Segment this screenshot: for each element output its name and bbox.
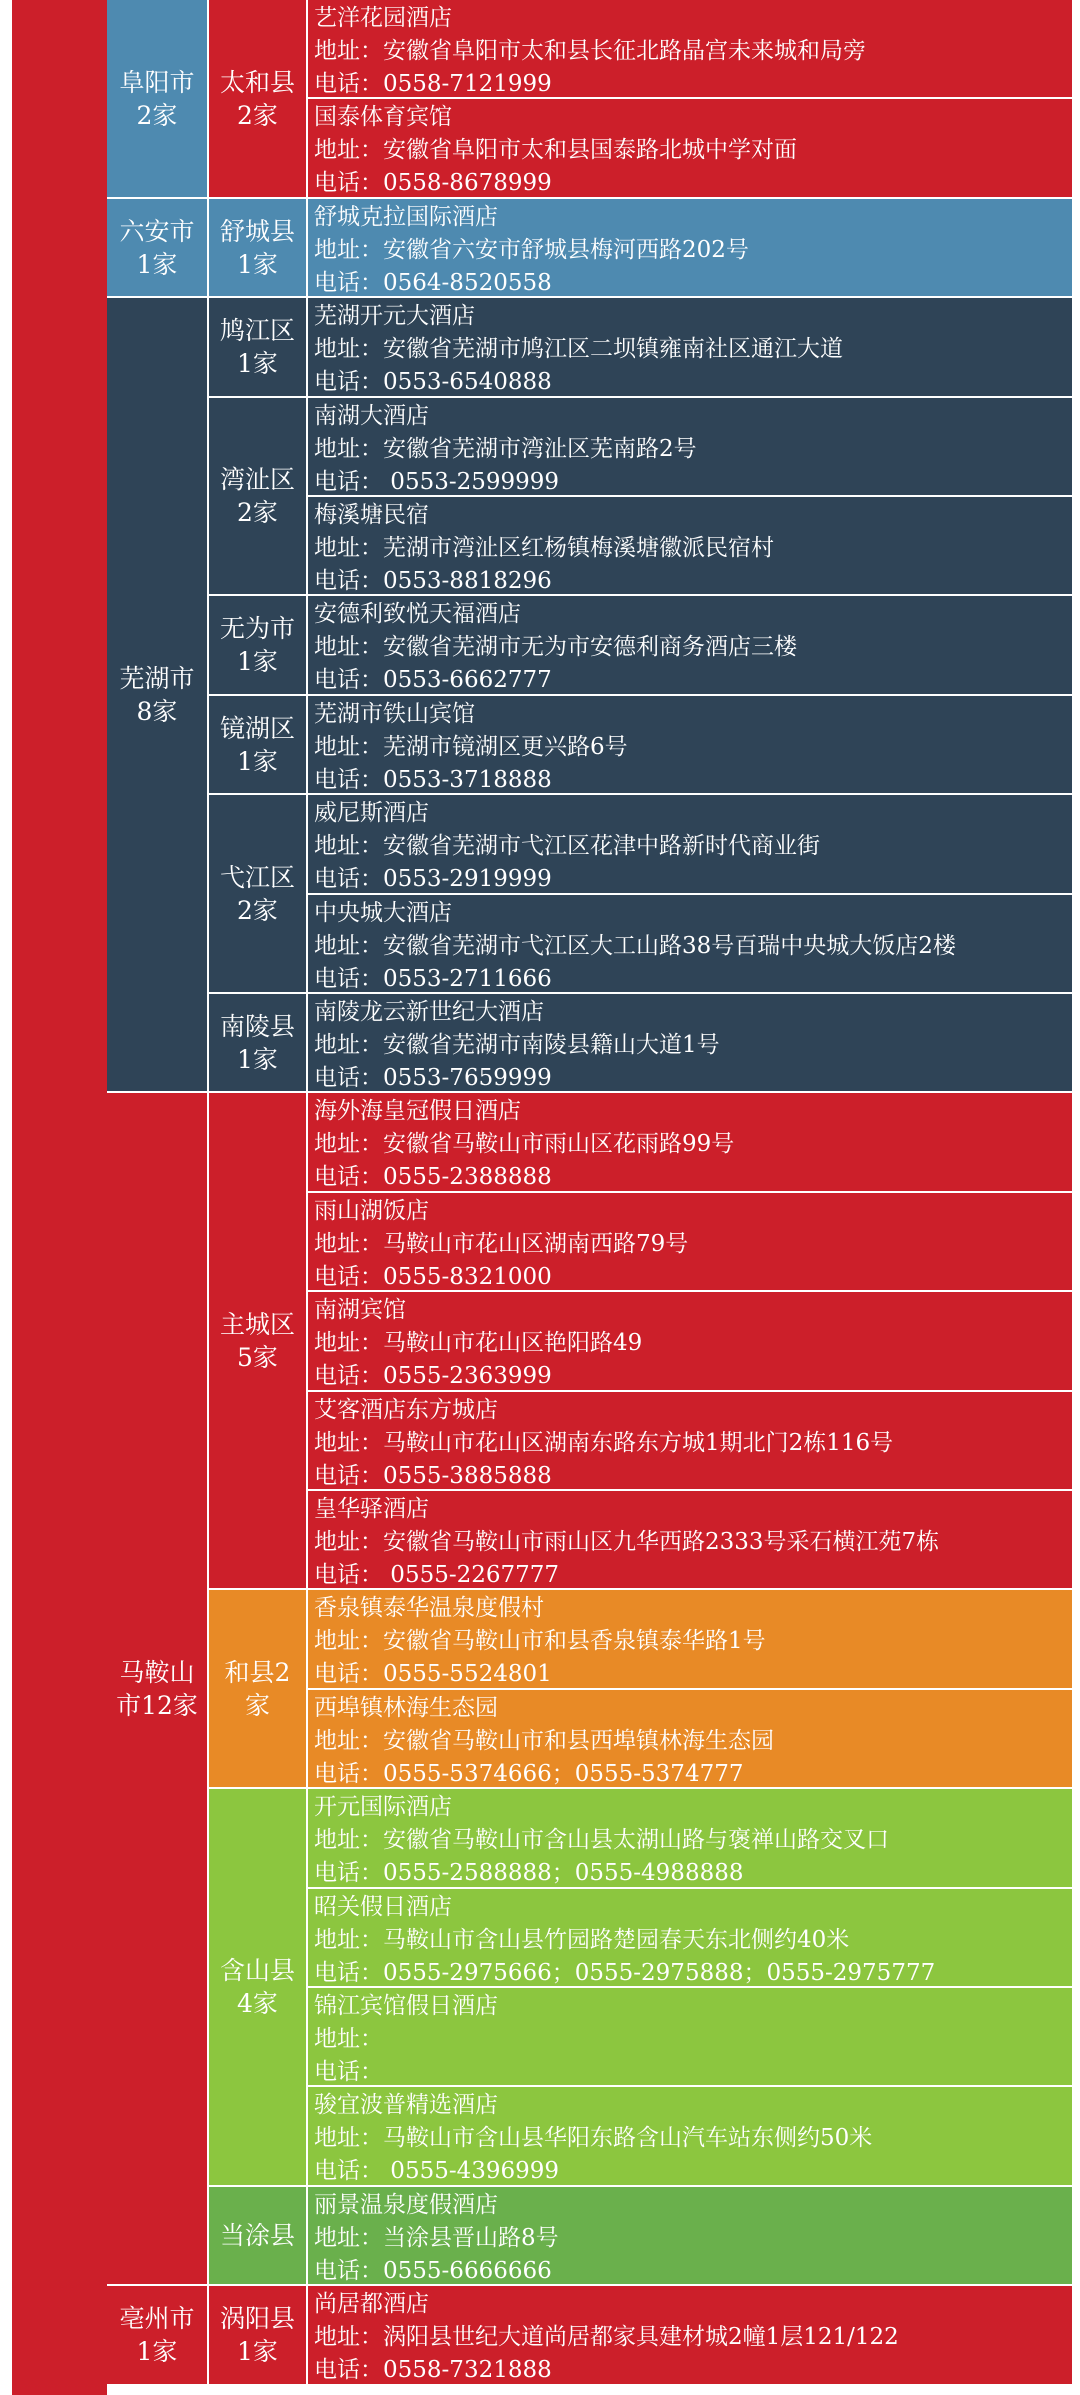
hotel-entry xyxy=(308,1590,1072,1690)
hotel-name: 芜湖市铁山宾馆 xyxy=(314,701,475,727)
hotel-name: 海外海皇冠假日酒店 xyxy=(314,1098,521,1124)
county-cell xyxy=(209,2286,308,2386)
hotel-phone: 电话： 0555-2267777 xyxy=(314,1562,560,1588)
hotel-address: 地址：安徽省马鞍山市雨山区九华西路2333号采石横江苑7栋 xyxy=(314,1529,940,1555)
county-cell xyxy=(209,994,308,1093)
hotel-phone: 电话：0553-3718888 xyxy=(314,767,552,793)
hotel-phone: 电话： xyxy=(314,2059,383,2085)
county-label: 和县2 家 xyxy=(224,1657,291,1720)
hotel-entry xyxy=(308,795,1072,895)
hotel-entry xyxy=(308,596,1072,696)
hotel-entry xyxy=(308,2087,1072,2187)
county-label: 舒城县 1家 xyxy=(219,216,295,279)
hotel-address: 地址：马鞍山市含山县华阳东路含山汽车站东侧约50米 xyxy=(314,2125,873,2151)
hotel-phone: 电话：0558-8678999 xyxy=(314,170,552,196)
county-label: 当涂县 xyxy=(219,2221,295,2250)
hotel-name: 艾客酒店东方城店 xyxy=(314,1397,498,1423)
county-label: 南陵县 1家 xyxy=(219,1011,295,1074)
county-label: 鸠江区 1家 xyxy=(219,316,295,378)
hotel-name: 南湖大酒店 xyxy=(314,403,429,429)
county-cell xyxy=(209,398,308,596)
hotel-phone: 电话：0555-5374666；0555-5374777 xyxy=(314,1761,744,1787)
hotel-name: 梅溪塘民宿 xyxy=(314,502,429,528)
hotel-phone: 电话：0553-2919999 xyxy=(314,866,552,892)
hotel-address: 地址：马鞍山市含山县竹园路楚园春天东北侧约40米 xyxy=(314,1927,850,1953)
province-column xyxy=(12,0,109,2395)
hotel-entry xyxy=(308,497,1072,596)
right-margin xyxy=(1072,0,1080,2395)
hotel-entry xyxy=(308,895,1072,994)
city-label: 六安市 1家 xyxy=(119,216,195,279)
hotel-address: 地址：安徽省马鞍山市和县西埠镇林海生态园 xyxy=(314,1728,774,1754)
hotel-name: 丽景温泉度假酒店 xyxy=(314,2192,498,2218)
hotel-name: 南湖宾馆 xyxy=(314,1297,406,1323)
county-label: 涡阳县 1家 xyxy=(219,2304,295,2366)
city-label: 马鞍山 市12家 xyxy=(116,1657,198,1720)
county-cell xyxy=(209,1789,308,2187)
hotel-phone: 电话：0555-2363999 xyxy=(314,1363,552,1389)
hotel-address: 地址：安徽省马鞍山市和县香泉镇泰华路1号 xyxy=(314,1628,766,1654)
county-cell xyxy=(209,2187,308,2286)
hotel-address: 地址：芜湖市镜湖区更兴路6号 xyxy=(314,734,628,760)
hotel-name: 西埠镇林海生态园 xyxy=(314,1695,498,1721)
city-label: 芜湖市 8家 xyxy=(119,663,195,726)
county-label: 湾沚区 2家 xyxy=(219,465,295,527)
hotel-entry xyxy=(308,0,1072,99)
city-label: 阜阳市 2家 xyxy=(119,67,195,130)
hotel-name: 国泰体育宾馆 xyxy=(314,104,452,130)
hotel-address: 地址： xyxy=(314,2026,383,2052)
hotel-phone: 电话：0555-5524801 xyxy=(314,1661,552,1687)
hotel-name: 中央城大酒店 xyxy=(314,900,452,926)
hotel-phone: 电话：0555-2588888；0555-4988888 xyxy=(314,1860,744,1886)
hotel-phone: 电话：0555-2975666；0555-2975888；0555-2975777 xyxy=(314,1960,936,1986)
hotel-name: 南陵龙云新世纪大酒店 xyxy=(314,999,544,1025)
county-label: 镜湖区 1家 xyxy=(219,713,295,776)
county-label: 主城区 5家 xyxy=(219,1309,295,1372)
county-cell xyxy=(209,199,308,298)
city-cell xyxy=(107,199,209,298)
county-label: 太和县 2家 xyxy=(219,67,295,130)
hotel-address: 地址：芜湖市湾沚区红杨镇梅溪塘徽派民宿村 xyxy=(314,535,774,561)
left-margin xyxy=(0,0,12,2395)
hotel-address: 地址：安徽省马鞍山市雨山区花雨路99号 xyxy=(314,1131,735,1157)
hotel-address: 地址：安徽省马鞍山市含山县太湖山路与褒禅山路交叉口 xyxy=(314,1827,889,1853)
hotel-address: 地址：安徽省芜湖市南陵县籍山大道1号 xyxy=(314,1032,720,1058)
hotel-name: 昭关假日酒店 xyxy=(314,1894,452,1920)
hotel-phone: 电话：0553-6662777 xyxy=(314,667,552,693)
hotel-address: 地址：安徽省芜湖市弋江区大工山路38号百瑞中央城大饭店2楼 xyxy=(314,933,956,959)
hotel-address: 地址：安徽省芜湖市弋江区花津中路新时代商业街 xyxy=(314,833,820,859)
hotel-phone: 电话：0558-7321888 xyxy=(314,2357,552,2383)
hotel-name: 舒城克拉国际酒店 xyxy=(314,204,498,230)
hotel-phone: 电话：0553-7659999 xyxy=(314,1065,552,1091)
hotel-phone: 电话：0555-6666666 xyxy=(314,2258,552,2284)
city-cell xyxy=(107,298,209,1093)
hotel-name: 尚居都酒店 xyxy=(314,2291,429,2317)
county-cell xyxy=(209,1590,308,1789)
hotel-entry xyxy=(308,696,1072,795)
hotel-entry xyxy=(308,1988,1072,2087)
hotel-entry xyxy=(308,994,1072,1093)
hotel-phone: 电话：0564-8520558 xyxy=(314,270,552,296)
hotel-entry xyxy=(308,1292,1072,1392)
hotel-entry xyxy=(308,2187,1072,2286)
hotel-address: 地址：安徽省芜湖市湾沚区芜南路2号 xyxy=(314,436,697,462)
county-label: 弋江区 2家 xyxy=(219,862,295,925)
city-cell xyxy=(107,1093,209,2286)
hotel-address: 地址：安徽省六安市舒城县梅河西路202号 xyxy=(314,237,749,263)
hotel-entry xyxy=(308,1690,1072,1789)
hotel-phone: 电话：0555-3885888 xyxy=(314,1463,552,1489)
county-cell xyxy=(209,0,308,199)
county-cell xyxy=(209,298,308,398)
county-cell xyxy=(209,795,308,994)
city-label: 亳州市 1家 xyxy=(119,2304,195,2366)
county-cell xyxy=(209,596,308,696)
hotel-address: 地址：马鞍山市花山区湖南东路东方城1期北门2栋116号 xyxy=(314,1430,894,1456)
hotel-entry xyxy=(308,1889,1072,1988)
hotel-name: 芜湖开元大酒店 xyxy=(314,303,475,329)
hotel-address: 地址：安徽省芜湖市鸠江区二坝镇雍南社区通江大道 xyxy=(314,336,843,362)
hotel-name: 安德利致悦天福酒店 xyxy=(314,601,521,627)
hotel-phone: 电话：0555-8321000 xyxy=(314,1264,552,1290)
hotel-phone: 电话：0555-2388888 xyxy=(314,1164,552,1190)
hotel-phone: 电话：0553-2711666 xyxy=(314,966,552,992)
hotel-address: 地址：安徽省芜湖市无为市安德利商务酒店三楼 xyxy=(314,634,797,660)
county-label: 含山县 4家 xyxy=(219,1956,295,2018)
hotel-name: 锦江宾馆假日酒店 xyxy=(314,1993,498,2019)
hotel-entry xyxy=(308,1789,1072,1889)
hotel-address: 地址：涡阳县世纪大道尚居都家具建材城2幢1层121/122 xyxy=(314,2324,899,2350)
hotel-name: 威尼斯酒店 xyxy=(314,800,429,826)
hotel-phone: 电话：0553-8818296 xyxy=(314,568,552,594)
hotel-name: 雨山湖饭店 xyxy=(314,1198,429,1224)
hotel-entry xyxy=(308,1093,1072,1193)
hotel-entry xyxy=(308,1392,1072,1491)
hotel-phone: 电话： 0553-2599999 xyxy=(314,469,560,495)
hotel-name: 开元国际酒店 xyxy=(314,1794,452,1820)
hotel-address: 地址：安徽省阜阳市太和县国泰路北城中学对面 xyxy=(314,137,797,163)
hotel-phone: 电话：0553-6540888 xyxy=(314,369,552,395)
hotel-name: 骏宜波普精选酒店 xyxy=(314,2092,498,2118)
county-cell xyxy=(209,696,308,795)
hotel-entry xyxy=(308,2286,1072,2386)
county-label: 无为市 1家 xyxy=(219,614,295,676)
hotel-address: 地址：安徽省阜阳市太和县长征北路晶宫未来城和局旁 xyxy=(314,38,866,64)
hotel-address: 地址：马鞍山市花山区湖南西路79号 xyxy=(314,1231,689,1257)
county-cell xyxy=(209,1093,308,1590)
hotel-phone: 电话：0558-7121999 xyxy=(314,71,552,97)
hotel-address: 地址：马鞍山市花山区艳阳路49 xyxy=(314,1330,643,1356)
hotel-entry xyxy=(308,99,1072,199)
hotel-name: 皇华驿酒店 xyxy=(314,1496,429,1522)
hotel-phone: 电话： 0555-4396999 xyxy=(314,2158,560,2184)
city-cell xyxy=(107,0,209,199)
hotel-name: 艺洋花园酒店 xyxy=(314,5,452,31)
city-cell xyxy=(107,2286,209,2386)
hotel-entry xyxy=(308,1193,1072,1292)
hotel-name: 香泉镇泰华温泉度假村 xyxy=(314,1595,544,1621)
hotel-entry xyxy=(308,398,1072,497)
hotel-address: 地址：当涂县晋山路8号 xyxy=(314,2225,559,2251)
hotel-entry xyxy=(308,298,1072,398)
hotel-entry xyxy=(308,199,1072,298)
hotel-entry xyxy=(308,1491,1072,1590)
